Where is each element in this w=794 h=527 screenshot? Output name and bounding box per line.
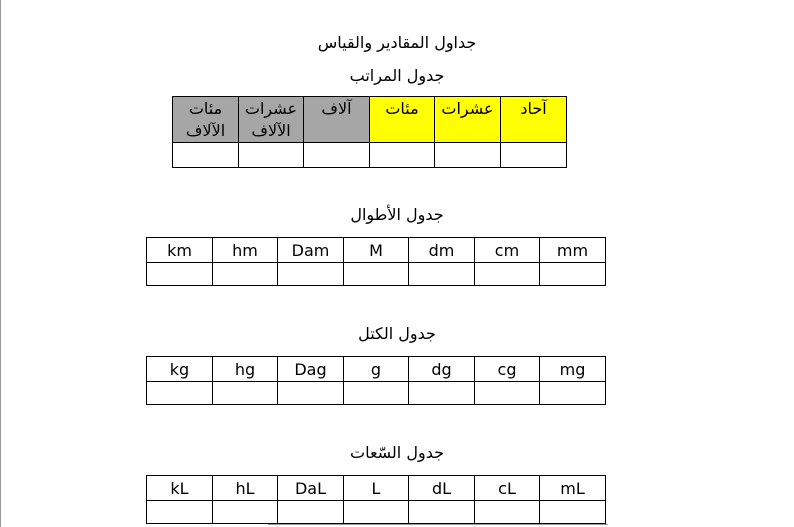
ranks-table <box>172 96 567 168</box>
table-cell[interactable] <box>540 382 606 405</box>
mass-table <box>146 356 606 405</box>
table-cell[interactable] <box>173 143 239 168</box>
ranks-empty-row <box>173 143 567 168</box>
table-cell[interactable] <box>409 263 475 286</box>
length-unit-m[interactable]: M <box>344 238 409 263</box>
table-cell[interactable] <box>409 501 475 524</box>
length-unit-hm[interactable]: hm <box>213 238 278 263</box>
ranks-header-cell[interactable]: آحاد <box>501 97 567 143</box>
capacity-header-row <box>147 476 606 501</box>
table-cell[interactable] <box>278 382 344 405</box>
table-cell[interactable] <box>147 263 213 286</box>
ranks-table-title: جدول المراتب <box>349 66 445 85</box>
length-header-row <box>147 238 606 263</box>
ranks-header-cell[interactable]: آلاف <box>304 97 370 143</box>
mass-unit-dg[interactable]: dg <box>409 357 475 382</box>
mass-unit-dag[interactable]: Dag <box>278 357 344 382</box>
length-table <box>146 237 606 286</box>
ranks-header-row <box>173 97 567 143</box>
table-cell[interactable] <box>475 382 540 405</box>
table-cell[interactable] <box>409 382 475 405</box>
length-table-title: جدول الأطوال <box>350 205 444 224</box>
capacity-unit-hl[interactable]: hL <box>213 476 278 501</box>
capacity-empty-row <box>147 501 606 524</box>
capacity-unit-dal[interactable]: DaL <box>278 476 344 501</box>
mass-table-title: جدول الكتل <box>358 324 436 343</box>
length-unit-mm[interactable]: mm <box>540 238 606 263</box>
table-cell[interactable] <box>344 501 409 524</box>
table-cell[interactable] <box>475 263 540 286</box>
mass-unit-mg[interactable]: mg <box>540 357 606 382</box>
mass-header-row <box>147 357 606 382</box>
table-cell[interactable] <box>540 501 606 524</box>
length-unit-cm[interactable]: cm <box>475 238 540 263</box>
length-unit-km[interactable]: km <box>147 238 213 263</box>
page-bottom-line <box>268 524 608 525</box>
length-unit-dm[interactable]: dm <box>409 238 475 263</box>
table-cell[interactable] <box>370 143 435 168</box>
table-cell[interactable] <box>501 143 567 168</box>
table-cell[interactable] <box>475 501 540 524</box>
length-unit-dam[interactable]: Dam <box>278 238 344 263</box>
capacity-unit-l[interactable]: L <box>344 476 409 501</box>
ranks-header-cell[interactable]: عشرات الآلاف <box>239 97 304 143</box>
table-cell[interactable] <box>304 143 370 168</box>
capacity-unit-ml[interactable]: mL <box>540 476 606 501</box>
capacity-table-title: جدول السّعات <box>350 443 444 462</box>
mass-empty-row <box>147 382 606 405</box>
capacity-unit-cl[interactable]: cL <box>475 476 540 501</box>
table-cell[interactable] <box>213 263 278 286</box>
ranks-header-cell[interactable]: مئات الآلاف <box>173 97 239 143</box>
table-cell[interactable] <box>213 501 278 524</box>
length-empty-row <box>147 263 606 286</box>
mass-unit-hg[interactable]: hg <box>213 357 278 382</box>
table-cell[interactable] <box>147 382 213 405</box>
ranks-header-cell[interactable]: عشرات <box>435 97 501 143</box>
ranks-header-cell[interactable]: مئات <box>370 97 435 143</box>
capacity-table <box>146 475 606 524</box>
table-cell[interactable] <box>239 143 304 168</box>
capacity-unit-dl[interactable]: dL <box>409 476 475 501</box>
mass-unit-kg[interactable]: kg <box>147 357 213 382</box>
page-title: جداول المقادير والقياس <box>317 33 477 52</box>
table-cell[interactable] <box>344 382 409 405</box>
table-cell[interactable] <box>435 143 501 168</box>
table-cell[interactable] <box>213 382 278 405</box>
mass-unit-cg[interactable]: cg <box>475 357 540 382</box>
table-cell[interactable] <box>147 501 213 524</box>
table-cell[interactable] <box>344 263 409 286</box>
table-cell[interactable] <box>278 263 344 286</box>
table-cell[interactable] <box>540 263 606 286</box>
capacity-unit-kl[interactable]: kL <box>147 476 213 501</box>
mass-unit-g[interactable]: g <box>344 357 409 382</box>
table-cell[interactable] <box>278 501 344 524</box>
